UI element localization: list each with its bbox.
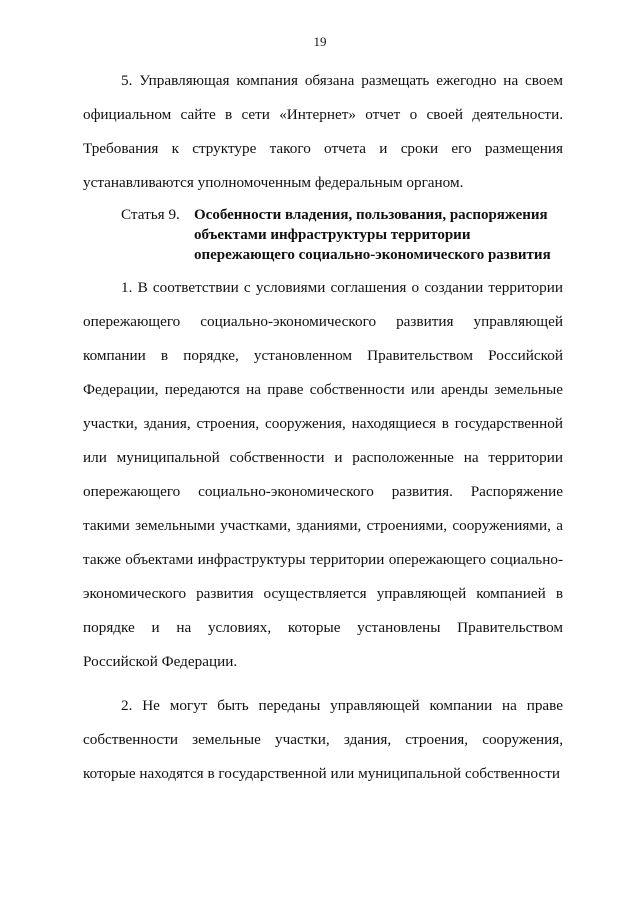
article-label: Статья 9. xyxy=(121,206,180,223)
article-title: Особенности владения, пользования, распоряжения объектами инфраструктуры территории опережающего социально-экономического развития xyxy=(194,207,551,263)
paragraph-5: 5. Управляющая компания обязана размещать ежегодно на своем официальном сайте в сети «Интернет» отчет о своей деятельности. Требования к структуре такого отчета и сроки его размещения устанавливаются уполномоченным федеральным органом. xyxy=(83,72,563,191)
document-body xyxy=(83,64,563,791)
paragraph-2: 2. Не могут быть переданы управляющей компании на праве собственности земельные участки, здания, строения, сооружения, которые находятся в государственной или муниципальной собственности xyxy=(83,697,563,782)
article-heading xyxy=(83,205,563,271)
page-number: 19 xyxy=(313,34,327,49)
paragraph-1: 1. В соответствии с условиями соглашения о создании территории опережающего социально-экономического развития управляющей компании в порядке, установленном Правительством Российской Федерации, передаются на праве собственности или аренды земельные участки, здания, строения, сооружения, находящиеся в государственной или муниципальной собственности и расположенные на территории опережающего социально-экономического развития. Распоряжение такими земельными участками, зданиями, строениями, сооружениями, а также объектами инфраструктуры территории опережающего социально-экономического развития осуществляется управляющей компанией в порядке и на условиях, которые установлены Правительством Российской Федерации. xyxy=(83,279,563,670)
